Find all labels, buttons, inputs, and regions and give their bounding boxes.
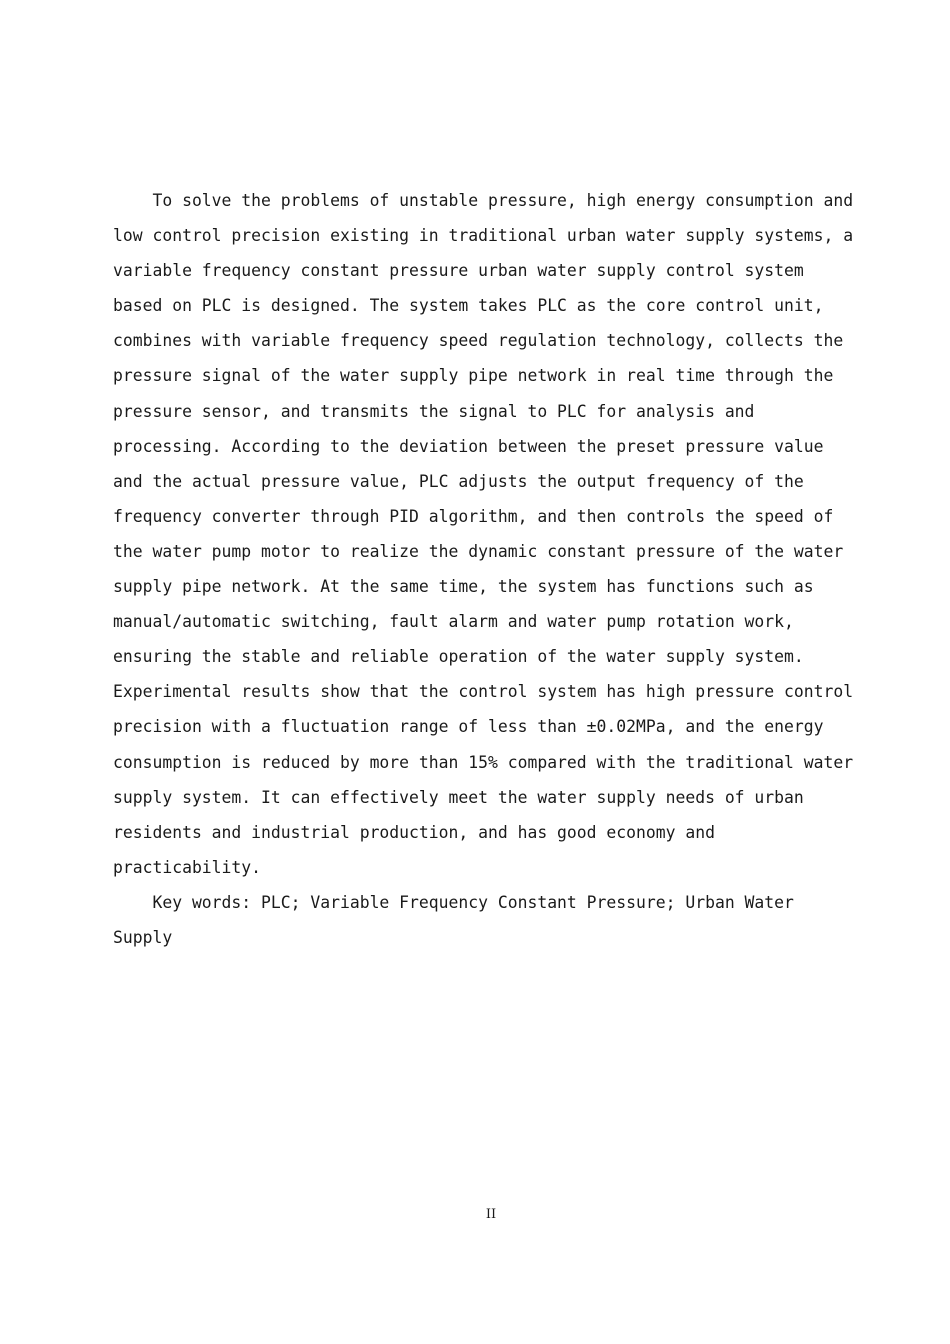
abstract-line-7: pressure sensor, and transmits the signal to PLC for analysis and xyxy=(113,401,755,421)
abstract-line-16: precision with a fluctuation range of less than ±0.02MPa, and the energy xyxy=(113,717,824,737)
abstract-line-19: residents and industrial production, and has good economy and xyxy=(113,822,715,842)
abstract-line-11: the water pump motor to realize the dynamic constant pressure of the water xyxy=(113,541,844,561)
page-number: II xyxy=(485,1207,497,1222)
abstract-line-4: based on PLC is designed. The system takes PLC as the core control unit, xyxy=(113,296,824,316)
abstract-line-1: To solve the problems of unstable pressure, high energy consumption and xyxy=(113,191,854,210)
abstract-line-14: ensuring the stable and reliable operation of the water supply system. xyxy=(113,647,804,667)
abstract-line-10: frequency converter through PID algorithm, and then controls the speed of xyxy=(113,506,834,526)
abstract-paragraph xyxy=(113,183,854,885)
abstract-line-6: pressure signal of the water supply pipe network in real time through the xyxy=(113,366,834,386)
abstract-line-18: supply system. It can effectively meet the water supply needs of urban xyxy=(113,787,804,807)
keywords-paragraph xyxy=(113,885,835,955)
abstract-line-13: manual/automatic switching, fault alarm and water pump rotation work, xyxy=(113,612,794,632)
abstract-line-12: supply pipe network. At the same time, the system has functions such as xyxy=(113,577,814,597)
keywords-line-2: Supply xyxy=(113,928,173,948)
abstract-line-9: and the actual pressure value, PLC adjusts the output frequency of the xyxy=(113,471,804,491)
abstract-line-5: combines with variable frequency speed regulation technology, collects the xyxy=(113,331,844,351)
abstract-line-20: practicability. xyxy=(113,857,262,877)
abstract-line-17: consumption is reduced by more than 15% compared with the traditional water xyxy=(113,752,854,772)
keywords-line-1: Key words: PLC; Variable Frequency Constant Pressure; Urban Water xyxy=(113,893,794,912)
abstract-line-8: processing. According to the deviation between the preset pressure value xyxy=(113,436,824,456)
abstract-line-15: Experimental results show that the control system has high pressure control xyxy=(113,682,854,702)
abstract-line-2: low control precision existing in traditional urban water supply systems, a xyxy=(113,226,854,246)
abstract-line-3: variable frequency constant pressure urban water supply control system xyxy=(113,261,804,281)
